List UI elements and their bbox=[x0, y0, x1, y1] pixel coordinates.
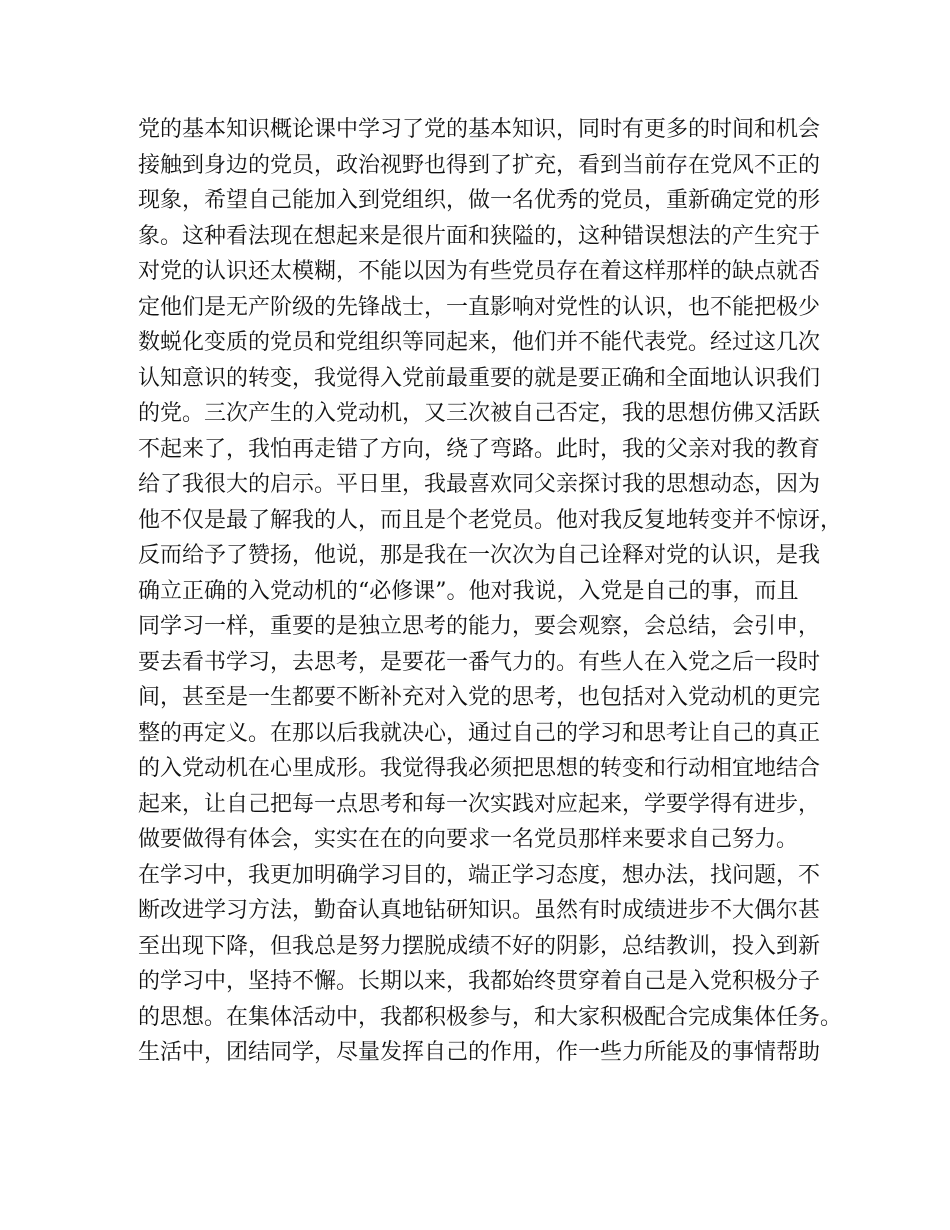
text-line: 确立正确的入党动机的“必修课”。他对我说，入党是自己的事，而且 bbox=[138, 578, 799, 604]
text-line: 在学习中，我更加明确学习目的，端正学习态度，想办法，找问题，不 bbox=[138, 862, 821, 888]
text-line: 的学习中，坚持不懈。长期以来，我都始终贯穿着自己是入党积极分子 bbox=[138, 969, 821, 994]
text-line: 定他们是无产阶级的先锋战士，一直影响对党性的认识，也不能把极少 bbox=[138, 294, 821, 320]
text-line: 间，甚至是一生都要不断补充对入党的思考，也包括对入党动机的更完 bbox=[138, 685, 821, 710]
text-line: 整的再定义。在那以后我就决心，通过自己的学习和思考让自己的真正 bbox=[138, 720, 821, 746]
text-line: 的入党动机在心里成形。我觉得我必须把思想的转变和行动相宜地结合 bbox=[138, 756, 821, 781]
text-line: 做要做得有体会，实实在在的向要求一名党员那样来要求自己努力。 bbox=[138, 827, 799, 852]
text-line: 他不仅是最了解我的人，而且是个老党员。他对我反复地转变并不惊讶， bbox=[138, 507, 843, 533]
text-line: 给了我很大的启示。平日里，我最喜欢同父亲探讨我的思想动态，因为 bbox=[138, 472, 821, 497]
text-line: 起来，让自己把每一点思考和每一次实践对应起来，学要学得有进步， bbox=[138, 791, 821, 817]
text-line: 的党。三次产生的入党动机，又三次被自己否定，我的思想仿佛又活跃 bbox=[138, 401, 821, 426]
text-line: 现象，希望自己能加入到党组织，做一名优秀的党员，重新确定党的形 bbox=[138, 188, 821, 213]
text-line: 反而给予了赞扬，他说，那是我在一次次为自己诠释对党的认识，是我 bbox=[138, 543, 821, 568]
text-line: 接触到身边的党员，政治视野也得到了扩充，看到当前存在党风不正的 bbox=[138, 152, 821, 178]
text-line: 数蜕化变质的党员和党组织等同起来，他们并不能代表党。经过这几次 bbox=[138, 330, 821, 355]
text-line: 至出现下降，但我总是努力摆脱成绩不好的阴影，总结教训，投入到新 bbox=[138, 933, 821, 959]
text-line: 对党的认识还太模糊，不能以因为有些党员存在着这样那样的缺点就否 bbox=[138, 259, 821, 284]
text-line: 同学习一样，重要的是独立思考的能力，要会观察，会总结，会引申， bbox=[138, 614, 821, 639]
text-line: 的思想。在集体活动中，我都积极参与，和大家积极配合完成集体任务。 bbox=[138, 1004, 843, 1030]
text-line: 生活中，团结同学，尽量发挥自己的作用，作一些力所能及的事情帮助 bbox=[138, 1040, 821, 1065]
text-line: 断改进学习方法，勤奋认真地钻研知识。虽然有时成绩进步不大偶尔甚 bbox=[138, 898, 821, 923]
text-line: 认知意识的转变，我觉得入党前最重要的就是要正确和全面地认识我们 bbox=[138, 365, 821, 391]
text-line: 要去看书学习，去思考，是要花一番气力的。有些人在入党之后一段时 bbox=[138, 649, 821, 675]
text-line: 党的基本知识概论课中学习了党的基本知识，同时有更多的时间和机会 bbox=[138, 117, 821, 142]
text-line: 不起来了，我怕再走错了方向，绕了弯路。此时，我的父亲对我的教育 bbox=[138, 436, 821, 462]
text-line: 象。这种看法现在想起来是很片面和狭隘的，这种错误想法的产生究于 bbox=[138, 223, 821, 249]
body-text bbox=[138, 112, 843, 1071]
